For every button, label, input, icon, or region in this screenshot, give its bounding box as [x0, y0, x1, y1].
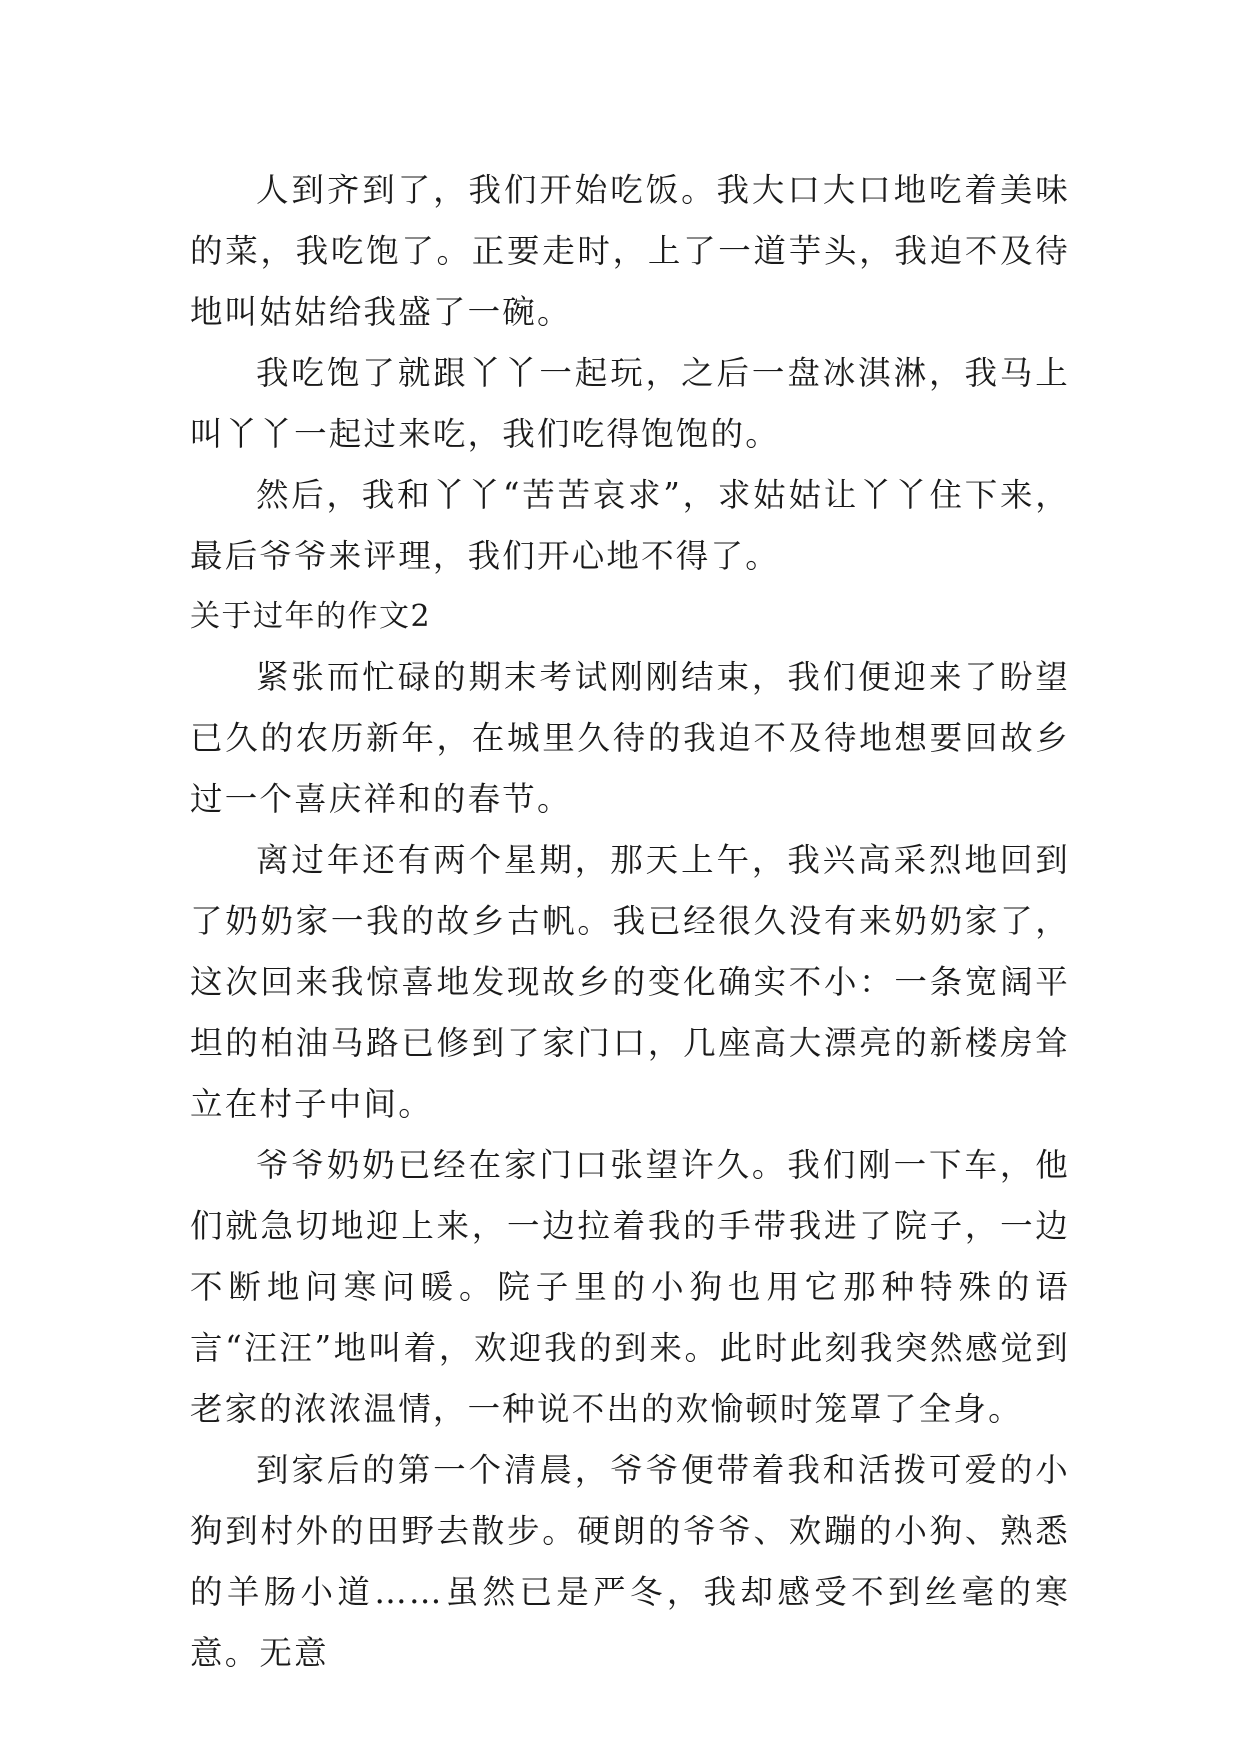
paragraph-new-year: 紧张而忙碌的期末考试刚刚结束，我们便迎来了盼望已久的农历新年，在城里久待的我迫不及待地想要回故乡过一个喜庆祥和的春节。	[190, 658, 1070, 818]
essay-heading: 关于过年的作文2	[190, 599, 432, 634]
paragraph-play: 我吃饱了就跟丫丫一起玩，之后一盘冰淇淋，我马上叫丫丫一起过来吃，我们吃得饱饱的。	[190, 354, 1070, 453]
paragraph-stay: 然后，我和丫丫“苦苦哀求”，求姑姑让丫丫住下来，最后爷爷来评理，我们开心地不得了。	[190, 476, 1070, 575]
paragraph-hometown: 离过年还有两个星期，那天上午，我兴高采烈地回到了奶奶家一我的故乡古帆。我已经很久没有来奶奶家了，这次回来我惊喜地发现故乡的变化确实不小：一条宽阔平坦的柏油马路已修到了家门口，几座高大漂亮的新楼房耸立在村子中间。	[190, 841, 1070, 1123]
paragraph-dinner: 人到齐到了，我们开始吃饭。我大口大口地吃着美味的菜，我吃饱了。正要走时，上了一道芋头，我迫不及待地叫姑姑给我盛了一碗。	[190, 171, 1070, 331]
paragraph-morning-walk: 到家后的第一个清晨，爷爷便带着我和活拨可爱的小狗到村外的田野去散步。硬朗的爷爷、欢蹦的小狗、熟悉的羊肠小道……虽然已是严冬，我却感受不到丝毫的寒意。无意	[190, 1451, 1070, 1672]
document-body	[190, 160, 1070, 1684]
paragraph-grandparents: 爷爷奶奶已经在家门口张望许久。我们刚一下车，他们就急切地迎上来，一边拉着我的手带我进了院子，一边不断地问寒问暖。院子里的小狗也用它那种特殊的语言“汪汪”地叫着，欢迎我的到来。此时此刻我突然感觉到老家的浓浓温情，一种说不出的欢愉顿时笼罩了全身。	[190, 1146, 1070, 1428]
